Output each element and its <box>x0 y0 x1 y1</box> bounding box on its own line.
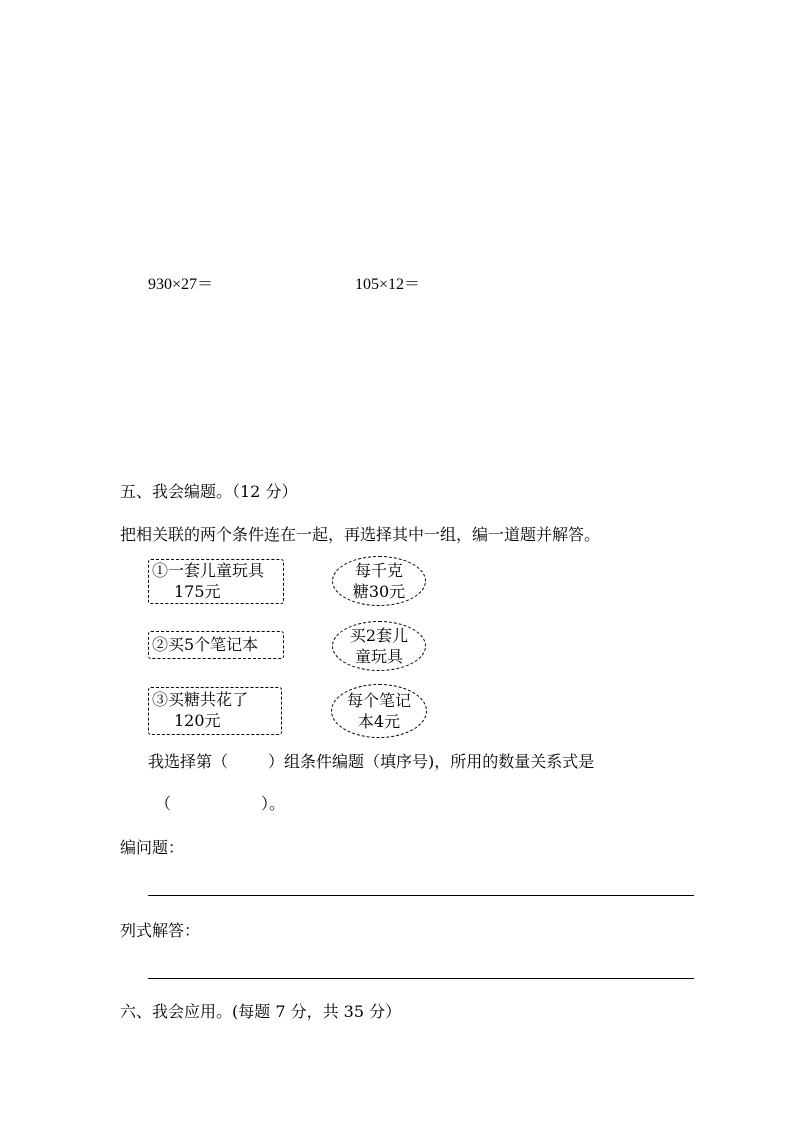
condition-box-3-line2: 120元 <box>174 711 221 730</box>
condition-box-3 <box>148 687 282 735</box>
choose-suffix: ）组条件编题（填序号)，所用的数量关系式是 <box>268 752 595 771</box>
condition-oval-2-line1: 买2套儿 <box>349 626 409 645</box>
relation-open: （ <box>155 794 172 813</box>
condition-box-1 <box>148 559 284 604</box>
condition-oval-2-line2: 童玩具 <box>354 647 403 666</box>
solution-answer-line[interactable] <box>148 978 694 979</box>
condition-oval-3 <box>331 684 427 738</box>
choose-prefix: 我选择第（ <box>148 752 229 771</box>
condition-oval-3-line2: 本4元 <box>357 712 401 731</box>
condition-box-3-line1: ③买糖共花了 <box>152 690 249 709</box>
section-5-title: 五、我会编题。（12 分） <box>120 482 298 501</box>
condition-box-2 <box>148 631 284 659</box>
relation-sentence <box>155 794 285 814</box>
relation-close: ）。 <box>261 794 286 813</box>
condition-box-1-line1: ①一套儿童玩具 <box>152 561 265 580</box>
section-6-title: 六、我会应用。(每题 7 分，共 35 分） <box>120 1002 402 1021</box>
solution-label: 列式解答： <box>120 921 201 940</box>
question-answer-line[interactable] <box>148 895 694 896</box>
choose-sentence <box>148 752 594 772</box>
condition-box-1-line2: 175元 <box>174 582 221 601</box>
condition-oval-1-line1: 每千克 <box>354 561 403 580</box>
section-5-instruction: 把相关联的两个条件连在一起，再选择其中一组，编一道题并解答。 <box>120 525 601 544</box>
condition-oval-1 <box>332 556 426 606</box>
equation-105x12: 105×12＝ <box>355 276 421 293</box>
condition-oval-1-line2: 糖30元 <box>352 582 406 601</box>
question-label: 编问题： <box>120 838 185 857</box>
equation-930x27: 930×27＝ <box>148 276 214 293</box>
condition-oval-3-line1: 每个笔记 <box>346 691 411 710</box>
condition-oval-2 <box>332 621 426 671</box>
condition-box-2-line1: ②买5个笔记本 <box>152 635 259 654</box>
